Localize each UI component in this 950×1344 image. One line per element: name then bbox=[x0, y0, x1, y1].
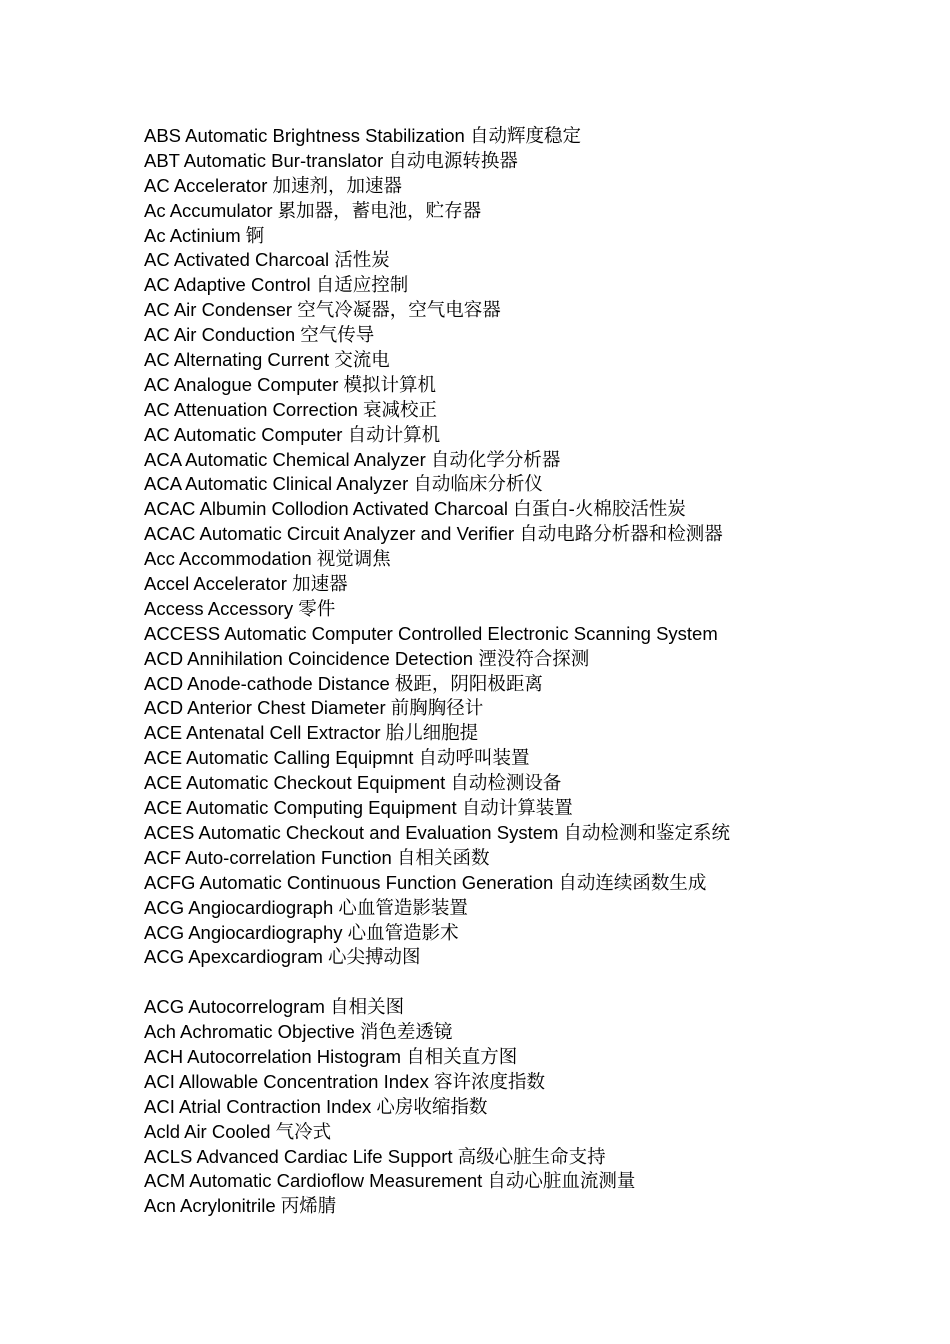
glossary-line: ACE Automatic Computing Equipment 自动计算装置 bbox=[144, 797, 573, 819]
glossary-line: ABT Automatic Bur-translator 自动电源转换器 bbox=[144, 149, 518, 171]
glossary-line: AC Alternating Current 交流电 bbox=[144, 349, 390, 371]
glossary-line: AC Accelerator 加速剂，加速器 bbox=[144, 174, 403, 196]
glossary-line: ACES Automatic Checkout and Evaluation System 自动检测和鉴定系统 bbox=[144, 821, 731, 843]
glossary-line: AC Adaptive Control 自适应控制 bbox=[144, 274, 409, 296]
glossary-line: ABS Automatic Brightness Stabilization 自动辉度稳定 bbox=[144, 125, 581, 146]
glossary-line: ACE Automatic Calling Equipmnt 自动呼叫装置 bbox=[144, 747, 530, 769]
glossary-line: Accel Accelerator 加速器 bbox=[144, 573, 348, 595]
glossary-line: ACG Autocorrelogram 自相关图 bbox=[144, 996, 405, 1018]
glossary-line: ACAC Automatic Circuit Analyzer and Verifier 自动电路分析器和检测器 bbox=[144, 523, 723, 545]
glossary-line: ACCESS Automatic Computer Controlled Electronic Scanning System bbox=[144, 622, 718, 644]
glossary-line: ACI Atrial Contraction Index 心房收缩指数 bbox=[144, 1095, 488, 1117]
glossary-line: AC Automatic Computer 自动计算机 bbox=[144, 423, 441, 445]
glossary-list bbox=[144, 124, 924, 1219]
glossary-line: Ac Accumulator 累加器，蓄电池，贮存器 bbox=[144, 199, 482, 221]
glossary-line: ACM Automatic Cardioflow Measurement 自动心脏血流测量 bbox=[144, 1170, 636, 1192]
glossary-line: ACE Automatic Checkout Equipment 自动检测设备 bbox=[144, 772, 562, 794]
glossary-line: AC Air Conduction 空气传导 bbox=[144, 324, 375, 346]
glossary-line: ACD Anterior Chest Diameter 前胸胸径计 bbox=[144, 697, 484, 719]
glossary-line: AC Activated Charcoal 活性炭 bbox=[144, 249, 390, 271]
glossary-line: ACD Annihilation Coincidence Detection 湮没符合探测 bbox=[144, 647, 590, 669]
glossary-line: ACH Autocorrelation Histogram 自相关直方图 bbox=[144, 1045, 518, 1067]
glossary-line: Acn Acrylonitrile 丙烯腈 bbox=[144, 1195, 337, 1217]
glossary-line: ACAC Albumin Collodion Activated Charcoal 白蛋白-火棉胶活性炭 bbox=[144, 498, 686, 520]
glossary-line: ACG Angiocardiograph 心血管造影装置 bbox=[144, 896, 468, 918]
glossary-line: ACA Automatic Chemical Analyzer 自动化学分析器 bbox=[144, 448, 561, 470]
glossary-line: ACD Anode-cathode Distance 极距，阴阳极距离 bbox=[144, 672, 543, 694]
glossary-line: ACG Apexcardiogram 心尖搏动图 bbox=[144, 946, 421, 968]
blank-line bbox=[144, 970, 924, 995]
glossary-line: ACF Auto-correlation Function 自相关函数 bbox=[144, 846, 490, 868]
glossary-line: ACLS Advanced Cardiac Life Support 高级心脏生命支持 bbox=[144, 1145, 606, 1167]
glossary-line: Acc Accommodation 视觉调焦 bbox=[144, 548, 391, 570]
glossary-line: ACG Angiocardiography 心血管造影术 bbox=[144, 921, 459, 943]
glossary-line: Ac Actinium 锕 bbox=[144, 224, 265, 246]
glossary-line: Ach Achromatic Objective 消色差透镜 bbox=[144, 1021, 453, 1043]
glossary-line: AC Air Condenser 空气冷凝器，空气电容器 bbox=[144, 299, 501, 321]
glossary-line: AC Analogue Computer 模拟计算机 bbox=[144, 373, 437, 395]
glossary-line: ACE Antenatal Cell Extractor 胎儿细胞提 bbox=[144, 722, 479, 744]
glossary-line: ACI Allowable Concentration Index 容许浓度指数 bbox=[144, 1070, 546, 1092]
glossary-line: ACFG Automatic Continuous Function Generation 自动连续函数生成 bbox=[144, 871, 707, 893]
glossary-line: Access Accessory 零件 bbox=[144, 597, 336, 619]
glossary-line: Acld Air Cooled 气冷式 bbox=[144, 1120, 332, 1142]
glossary-line: ACA Automatic Clinical Analyzer 自动临床分析仪 bbox=[144, 473, 543, 495]
glossary-line: AC Attenuation Correction 衰减校正 bbox=[144, 398, 438, 420]
